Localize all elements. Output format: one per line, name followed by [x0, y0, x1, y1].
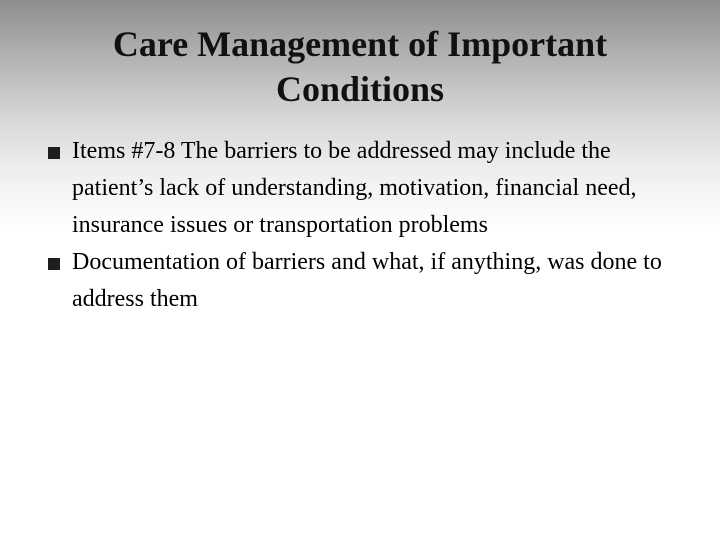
bullet-item-documentation: [52, 244, 682, 318]
bullet-text: Documentation of barriers and what, if anything, was done to address them: [72, 249, 662, 312]
slide-title: Care Management of Important Conditions: [112, 24, 608, 109]
bullet-item-barriers: [52, 133, 682, 244]
bullet-list: [52, 133, 682, 318]
bullet-text: Items #7-8 The barriers to be addressed may include the patient’s lack of understanding, motivation, financial need, insurance issues or transportation problems: [72, 138, 637, 238]
square-bullet-icon: [48, 258, 60, 270]
square-bullet-icon: [48, 147, 60, 159]
